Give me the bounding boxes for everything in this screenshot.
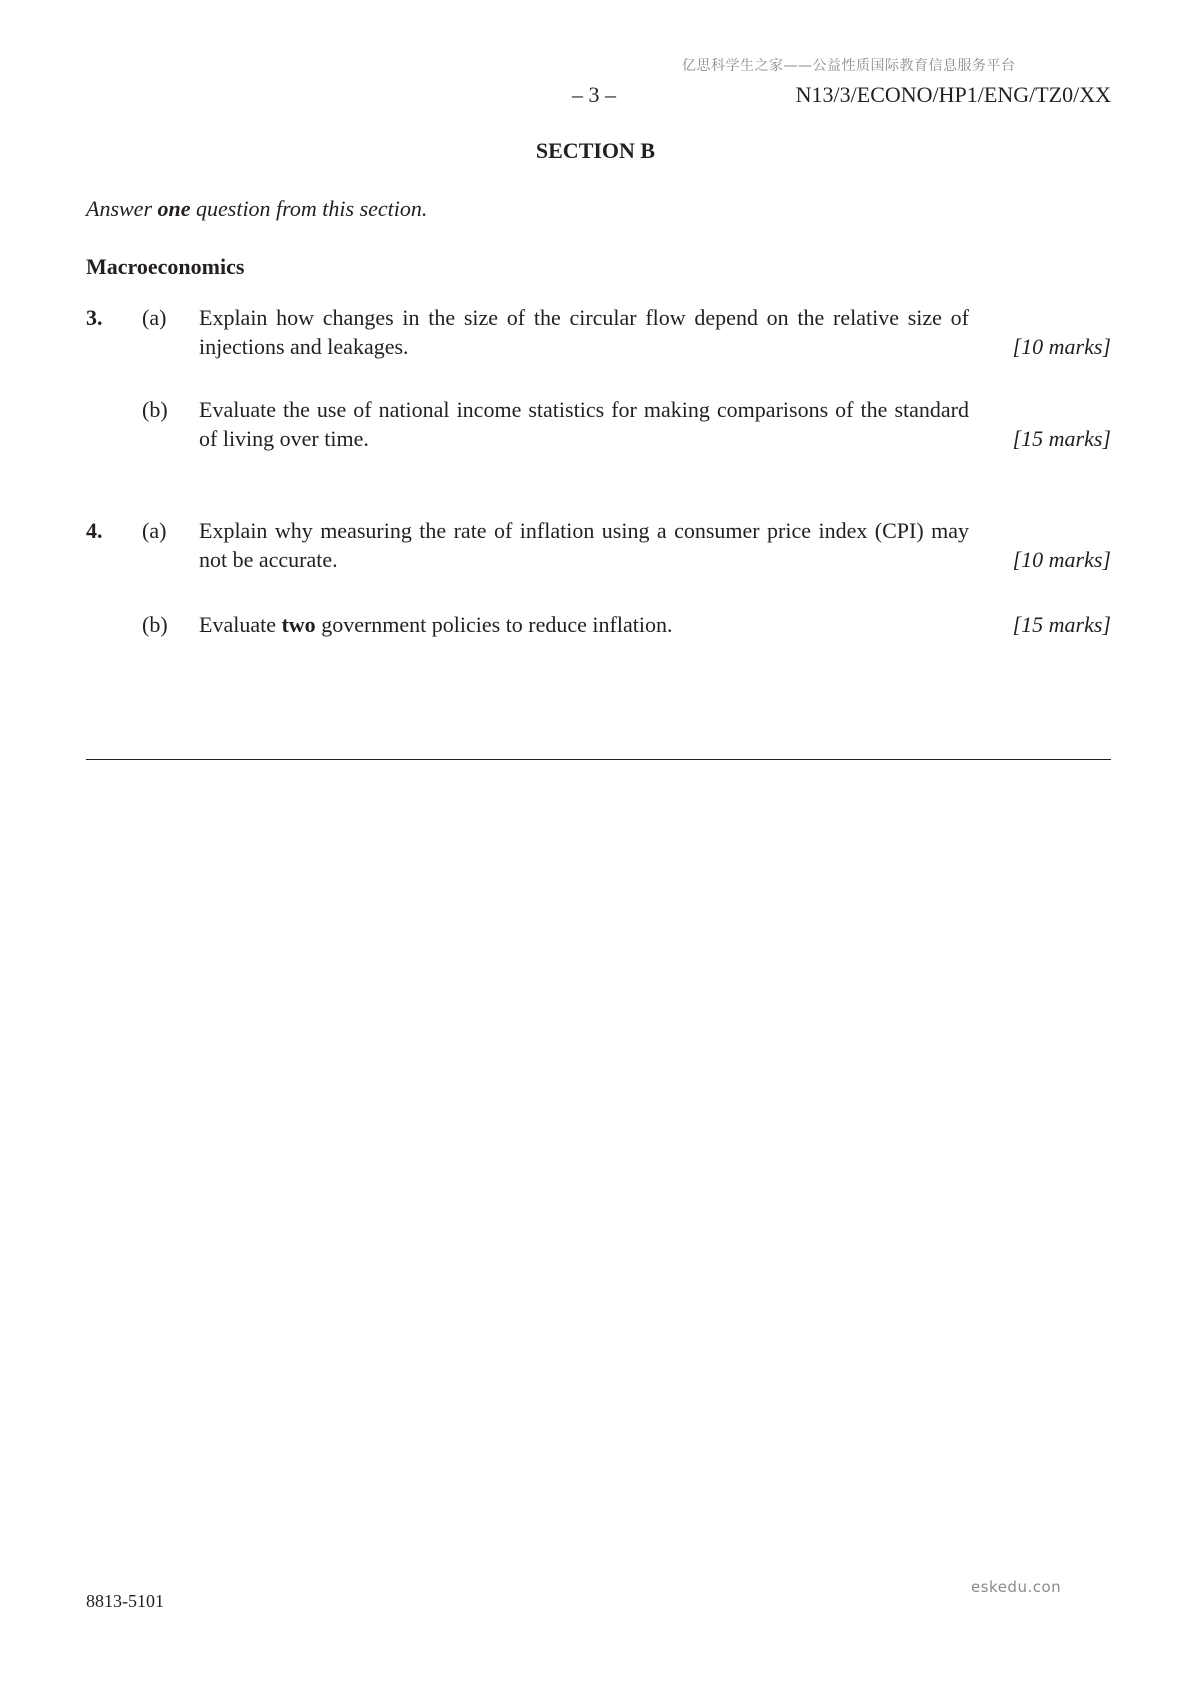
question-number: 3. xyxy=(86,305,103,330)
question-4b xyxy=(86,610,1111,639)
question-text-prefix: Evaluate xyxy=(199,612,282,637)
question-marks: [15 marks] xyxy=(1012,426,1111,451)
question-marks: [15 marks] xyxy=(1012,612,1111,637)
question-number: 4. xyxy=(86,518,103,543)
question-3b xyxy=(86,395,1111,453)
question-part-label: (a) xyxy=(142,305,167,330)
instruction-prefix: Answer xyxy=(86,196,158,221)
question-text: Explain why measuring the rate of inflation using a consumer price index (CPI) may not be accurate. xyxy=(199,518,969,572)
question-text-emphasis: two xyxy=(281,612,316,637)
header-watermark: 亿思科学生之家——公益性质国际教育信息服务平台 xyxy=(682,58,1016,74)
question-text: Evaluate the use of national income statistics for making comparisons of the standard of living over time. xyxy=(199,397,969,451)
question-text-suffix: government policies to reduce inflation. xyxy=(315,612,673,637)
question-part-label: (b) xyxy=(142,397,168,422)
question-part-label: (a) xyxy=(142,518,167,543)
section-title: SECTION B xyxy=(535,138,656,163)
section-instruction xyxy=(86,196,427,222)
question-3a xyxy=(86,303,1111,361)
question-marks: [10 marks] xyxy=(1012,334,1111,359)
question-marks: [10 marks] xyxy=(1012,547,1111,572)
question-part-label: (b) xyxy=(142,612,168,637)
instruction-emphasis: one xyxy=(157,196,191,221)
question-text: Explain how changes in the size of the circular flow depend on the relative size of injections and leakages. xyxy=(199,305,969,359)
question-4a xyxy=(86,516,1111,574)
paper-code: N13/3/ECONO/HP1/ENG/TZ0/XX xyxy=(795,82,1111,107)
section-divider xyxy=(86,759,1111,760)
topic-heading: Macroeconomics xyxy=(86,254,245,279)
instruction-suffix: question from this section. xyxy=(190,196,428,221)
footer-code: 8813-5101 xyxy=(86,1591,164,1611)
question-text xyxy=(199,610,969,639)
page-number: – 3 – xyxy=(572,82,616,107)
footer-watermark: eskedu.con xyxy=(971,1578,1062,1596)
